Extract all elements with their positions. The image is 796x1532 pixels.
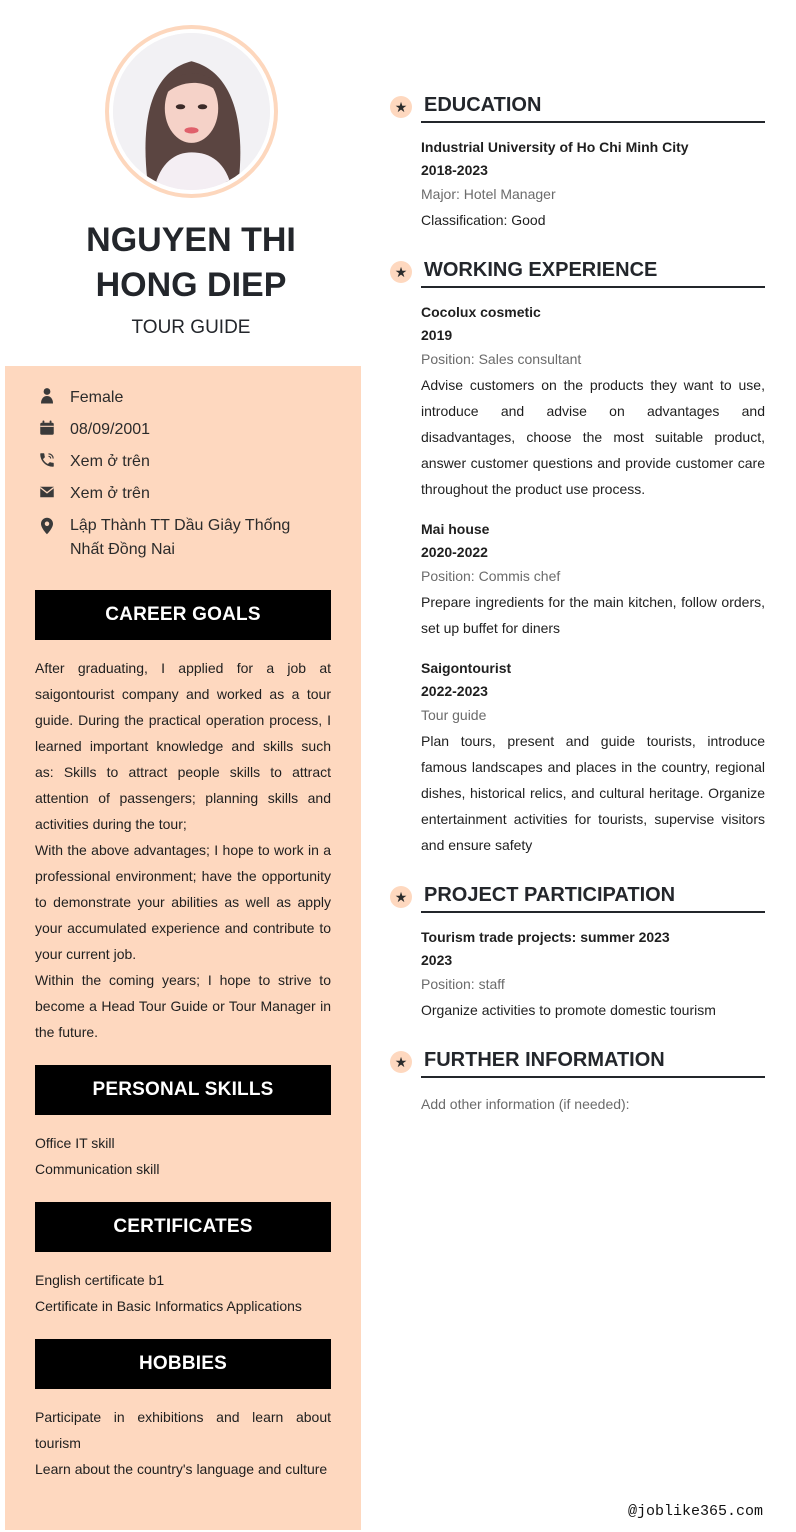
name-line-2: HONG DIEP	[95, 266, 287, 304]
email-icon	[38, 482, 70, 501]
career-goals-paragraph: After graduating, I applied for a job at saigontourist company and worked as a tour guide. During the practical operation process, I learned important knowledge and skills such as: Skills to attract people skills to attract attention of passengers; planning skills and activities during the tour;	[35, 660, 331, 832]
project-years: 2023	[421, 952, 453, 968]
left-column	[0, 0, 366, 1532]
star-icon: ★	[390, 1051, 412, 1073]
star-icon: ★	[390, 886, 412, 908]
contact-gender-value: Female	[70, 389, 124, 406]
profile-photo	[113, 33, 270, 190]
further-info-header	[390, 1046, 765, 1080]
job-description: Advise customers on the products they want to use, introduce and advise on advantages and disadvantages, choose the most suitable product, answer customer questions and provide customer care throughout the product use process.	[421, 377, 765, 497]
project-position: Position: staff	[421, 976, 505, 992]
projects-header	[390, 881, 765, 915]
phone-icon	[38, 450, 70, 469]
job-description: Prepare ingredients for the main kitchen, follow orders, set up buffet for diners	[421, 594, 765, 636]
location-pin-icon	[38, 514, 70, 537]
star-icon: ★	[390, 261, 412, 283]
section-divider	[421, 121, 765, 123]
job-company: Saigontourist	[421, 660, 512, 676]
job-entry	[421, 518, 765, 641]
personal-skills-list	[35, 1130, 331, 1182]
contact-phone[interactable]	[38, 450, 328, 474]
job-company: Mai house	[421, 521, 490, 537]
job-entry	[421, 657, 765, 858]
personal-skills-header: PERSONAL SKILLS	[35, 1065, 331, 1115]
further-info-entry	[421, 1092, 765, 1117]
name-line-1: NGUYEN THI	[86, 221, 296, 259]
job-position: Position: Commis chef	[421, 568, 561, 584]
further-info-title: FURTHER INFORMATION	[424, 1049, 665, 1071]
skill-item: Office IT skill	[35, 1135, 115, 1151]
education-entry	[421, 136, 765, 233]
job-years: 2019	[421, 327, 453, 343]
school-name: Industrial University of Ho Chi Minh City	[421, 139, 689, 155]
contact-address	[38, 514, 328, 562]
watermark: @joblike365.com	[628, 1503, 764, 1520]
job-entry	[421, 301, 765, 502]
hobby-item: Participate in exhibitions and learn about tourism	[35, 1409, 331, 1451]
contact-birthday	[38, 418, 328, 442]
certificates-header: CERTIFICATES	[35, 1202, 331, 1252]
education-classification: Classification: Good	[421, 212, 546, 228]
person-icon	[38, 386, 70, 405]
contact-gender	[38, 386, 328, 410]
job-company: Cocolux cosmetic	[421, 304, 541, 320]
further-info-text: Add other information (if needed):	[421, 1096, 630, 1112]
contact-birthday-value: 08/09/2001	[70, 421, 151, 438]
contact-address-value: Lập Thành TT Dầu Giây Thống Nhất Đồng Nai	[70, 517, 291, 558]
project-name: Tourism trade projects: summer 2023	[421, 929, 670, 945]
career-goals-paragraph: Within the coming years; I hope to strive to become a Head Tour Guide or Tour Manager in the future.	[35, 972, 331, 1040]
job-position: Position: Sales consultant	[421, 351, 582, 367]
job-years: 2022-2023	[421, 683, 488, 699]
section-divider	[421, 286, 765, 288]
certificate-item: English certificate b1	[35, 1272, 165, 1288]
experience-header	[390, 256, 765, 290]
contact-email-value: Xem ở trên	[70, 485, 150, 502]
project-entry	[421, 926, 765, 1023]
hobby-item: Learn about the country's language and culture	[35, 1461, 328, 1477]
section-divider	[421, 1076, 765, 1078]
education-years: 2018-2023	[421, 162, 488, 178]
contact-phone-value: Xem ở trên	[70, 453, 150, 470]
skill-item: Communication skill	[35, 1161, 160, 1177]
career-goals-paragraph: With the above advantages; I hope to work in a professional environment; have the opportunity to demonstrate your abilities as well as apply your accumulated experience and contribute to your current job.	[35, 842, 331, 962]
star-icon: ★	[390, 96, 412, 118]
job-title: TOUR GUIDE	[131, 317, 251, 338]
education-header	[390, 91, 765, 125]
job-years: 2020-2022	[421, 544, 488, 560]
career-goals-header: CAREER GOALS	[35, 590, 331, 640]
section-divider	[421, 911, 765, 913]
career-goals-text	[35, 655, 331, 1045]
full-name	[0, 218, 382, 308]
experience-title: WORKING EXPERIENCE	[424, 259, 658, 281]
certificate-item: Certificate in Basic Informatics Applications	[35, 1298, 302, 1314]
portrait-illustration	[113, 33, 270, 190]
certificates-list	[35, 1267, 331, 1319]
education-major: Major: Hotel Manager	[421, 186, 556, 202]
project-description: Organize activities to promote domestic tourism	[421, 1002, 716, 1018]
contact-email[interactable]	[38, 482, 328, 506]
education-title: EDUCATION	[424, 94, 542, 116]
calendar-icon	[38, 418, 70, 437]
projects-title: PROJECT PARTICIPATION	[424, 884, 676, 906]
avatar	[105, 25, 278, 198]
job-position: Tour guide	[421, 707, 487, 723]
hobbies-list	[35, 1404, 331, 1482]
hobbies-header: HOBBIES	[35, 1339, 331, 1389]
job-description: Plan tours, present and guide tourists, introduce famous landscapes and places in the country, regional dishes, historical relics, and cultural heritage. Organize entertainment activities for tourists, supervise visitors and ensure safety	[421, 733, 765, 853]
